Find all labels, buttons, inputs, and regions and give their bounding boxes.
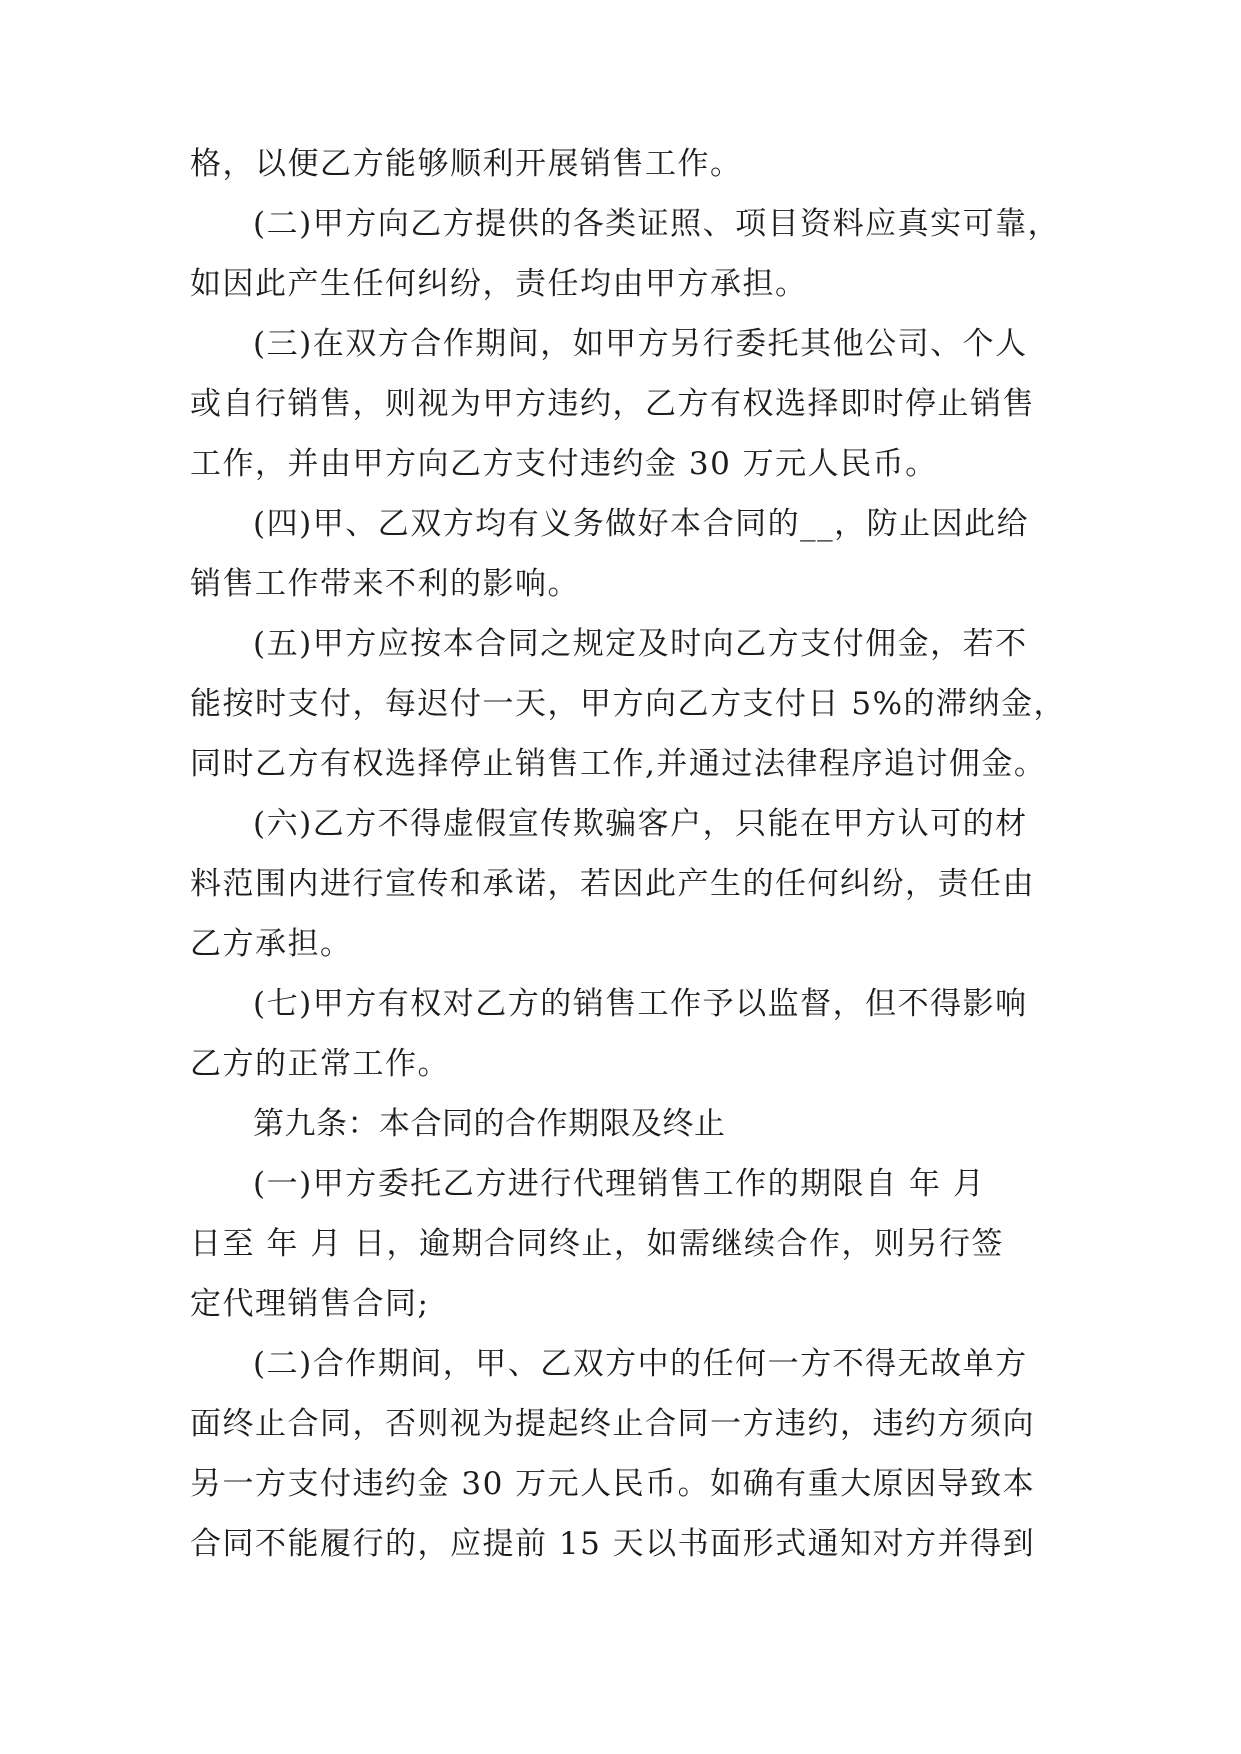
text-line: 格，以便乙方能够顺利开展销售工作。 [190, 146, 743, 182]
paragraph-item-6: (六)乙方不得虚假宣传欺骗客户，只能在甲方认可的材 [253, 806, 1028, 842]
text-line: 定代理销售合同; [190, 1286, 430, 1322]
section-heading-article-9: 第九条：本合同的合作期限及终止 [253, 1106, 726, 1142]
text-line: 如因此产生任何纠纷，责任均由甲方承担。 [190, 266, 808, 302]
text-line: 或自行销售，则视为甲方违约，乙方有权选择即时停止销售 [190, 386, 1035, 422]
text-line: 销售工作带来不利的影响。 [190, 566, 580, 602]
text-line: 料范围内进行宣传和承诺，若因此产生的任何纠纷，责任由 [190, 866, 1035, 902]
text-line: 同时乙方有权选择停止销售工作,并通过法律程序追讨佣金。 [190, 746, 1047, 782]
paragraph-item-7: (七)甲方有权对乙方的销售工作予以监督，但不得影响 [253, 986, 1028, 1022]
paragraph-item-2-termination: (二)合作期间，甲、乙双方中的任何一方不得无故单方 [253, 1346, 1028, 1382]
paragraph-item-5: (五)甲方应按本合同之规定及时向乙方支付佣金，若不 [253, 626, 1028, 662]
text-line: 能按时支付，每迟付一天，甲方向乙方支付日 5%的滞纳金， [190, 686, 1067, 722]
text-line: 面终止合同，否则视为提起终止合同一方违约，违约方须向 [190, 1406, 1035, 1442]
paragraph-item-2: (二)甲方向乙方提供的各类证照、项目资料应真实可靠， [253, 206, 1061, 242]
text-line: 乙方承担。 [190, 926, 353, 962]
paragraph-item-1: (一)甲方委托乙方进行代理销售工作的期限自 年 月 [253, 1166, 986, 1202]
text-line: 合同不能履行的，应提前 15 天以书面形式通知对方并得到 [190, 1526, 1036, 1562]
text-line: 乙方的正常工作。 [190, 1046, 450, 1082]
text-line: 工作，并由甲方向乙方支付违约金 30 万元人民币。 [190, 446, 938, 482]
paragraph-item-4: (四)甲、乙双方均有义务做好本合同的__，防止因此给 [253, 506, 1030, 542]
text-line: 日至 年 月 日，逾期合同终止，如需继续合作，则另行签 [190, 1226, 1005, 1262]
text-line: 另一方支付违约金 30 万元人民币。如确有重大原因导致本 [190, 1466, 1036, 1502]
paragraph-item-3: (三)在双方合作期间，如甲方另行委托其他公司、个人 [253, 326, 1028, 362]
